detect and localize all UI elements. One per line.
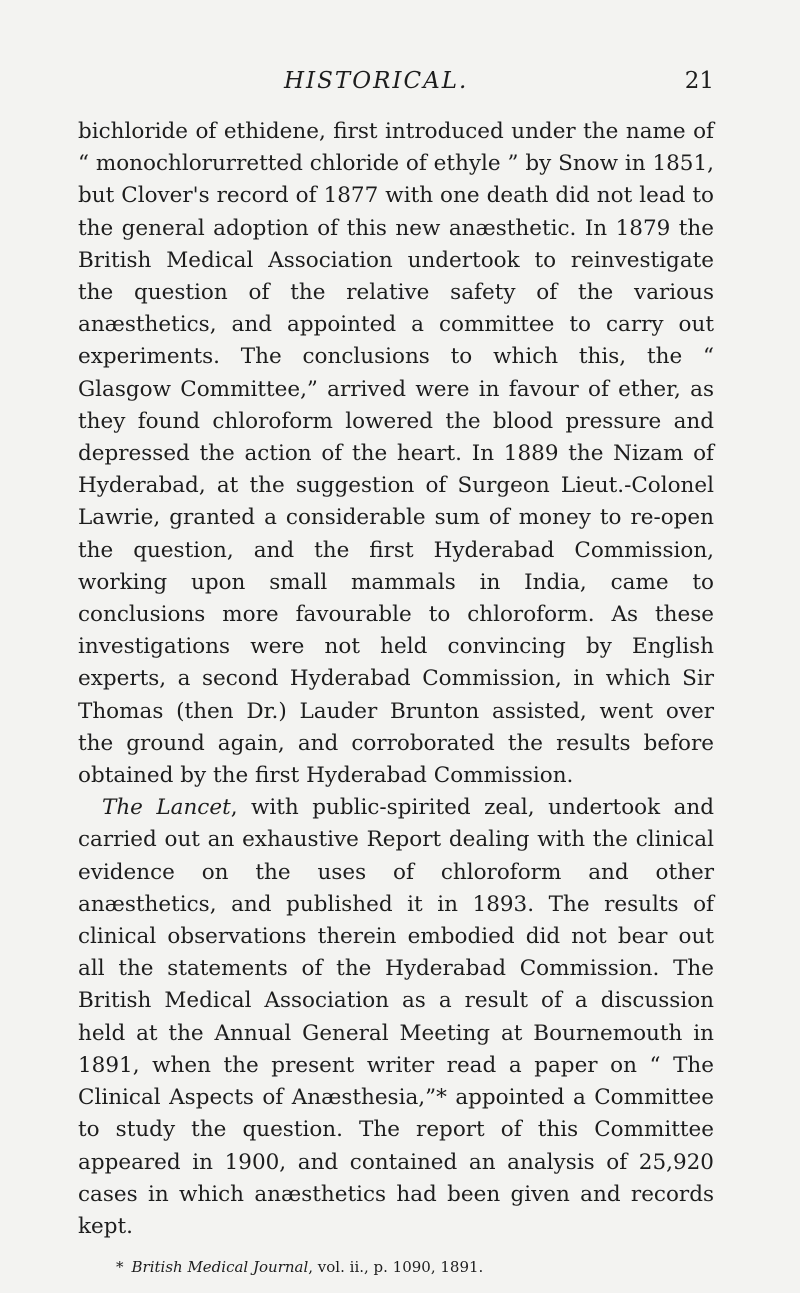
paragraph-1-text: bichloride of ethidene, first introduced under the name of “ monochlorurretted chloride of ethyle ” by Snow in 1851, but Clover's record of 1877 with one death did not lead to the general adoption of this new anæsthetic. In 1879 the British Medical Association undertook to reinvestigate the question of the relative safety of the various anæsthetics, and appointed a committee to carry out experiments. The conclusions to which this, the “ Glasgow Committee,” arrived were in favour of ether, as they found chloroform lowered the blood pressure and depressed the action of the heart. In 1889 the Nizam of Hyderabad, at the suggestion of Surgeon Lieut.-Colonel Lawrie, granted a considerable sum of money to re-open the question, and the first Hyderabad Commission, working upon small mammals in India, came to conclusions more favourable to chloroform. As these investigations were not held convincing by English experts, a second Hyderabad Commission, in which Sir Thomas (then Dr.) Lauder Brunton assisted, went over the ground again, and corroborated the results before obtained by the first Hyderabad Commission. bbox=[78, 119, 714, 789]
lancet-title: The Lancet bbox=[102, 795, 231, 821]
body-text bbox=[78, 116, 714, 1243]
running-head bbox=[78, 68, 714, 102]
paragraph-1 bbox=[78, 116, 714, 792]
book-page bbox=[78, 68, 714, 1277]
footnote bbox=[116, 1257, 714, 1277]
paragraph-2-text: , with public-spirited zeal, undertook and carried out an exhaustive Report dealing with the clinical evidence on the uses of chloroform and other anæsthetics, and published it in 1893. The results of clinical observations therein embodied did not bear out all the statements of the Hyderabad Commission. The British Medical Association as a result of a discussion held at the Annual General Meeting at Bournemouth in 1891, when the present writer read a paper on “ The Clinical Aspects of Anæsthesia,”* appointed a Committee to study the question. The report of this Committee appeared in 1900, and contained an analysis of 25,920 cases in which anæsthetics had been given and records kept. bbox=[78, 795, 714, 1239]
footnote-citation: , vol. ii., p. 1090, 1891. bbox=[308, 1258, 484, 1277]
paragraph-2 bbox=[78, 792, 714, 1243]
page-number: 21 bbox=[684, 68, 714, 94]
footnote-journal: British Medical Journal bbox=[131, 1258, 309, 1277]
footnote-marker: * bbox=[116, 1258, 124, 1277]
running-title: HISTORICAL. bbox=[284, 68, 469, 94]
